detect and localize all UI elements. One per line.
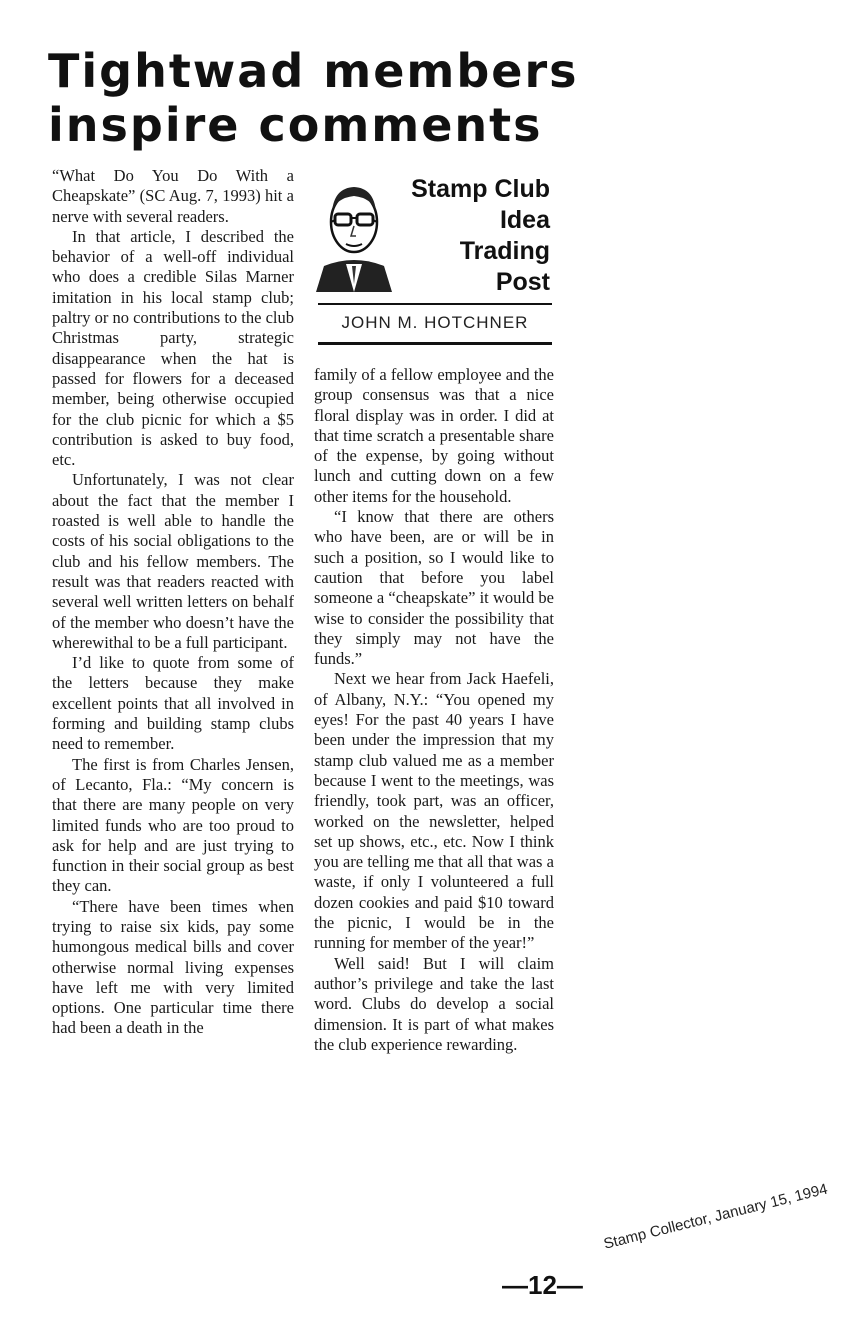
paragraph: family of a fellow employee and the group consensus was that a nice floral display was in order. I did at that time scratch a presentable share of the expense, by going without lunch and cutting down on a few other items for the household. — [314, 365, 554, 506]
paragraph: “There have been times when trying to raise six kids, pay some humongous medical bills and cover otherwise normal living expenses have left me with very limited options. One particular time there had been a death in the — [52, 896, 294, 1038]
column-title-line: Post — [495, 268, 550, 296]
column-title-line: Trading — [459, 237, 550, 265]
column-title-line: Stamp Club — [411, 175, 550, 203]
paragraph: Well said! But I will claim author’s privilege and take the last word. Clubs do develop a social dimension. It is part of what makes the club experience rewarding. — [314, 953, 554, 1054]
paragraph: “What Do You Do With a Cheapskate” (SC Aug. 7, 1993) hit a nerve with several readers. — [52, 166, 294, 226]
divider — [318, 303, 552, 305]
paragraph: I’d like to quote from some of the letters because they make excellent points that all involved in forming and building stamp clubs need to remember. — [52, 653, 294, 754]
right-text-column — [314, 365, 554, 1055]
article-headline — [48, 44, 608, 152]
byline: JOHN M. HOTCHNER — [341, 313, 529, 332]
headline-line-1: Tightwad members — [48, 44, 579, 98]
divider — [318, 342, 552, 345]
column-header-box — [314, 168, 552, 348]
page-number: —12— — [502, 1270, 583, 1300]
paragraph: Unfortunately, I was not clear about the fact that the member I roasted is well able to handle the costs of his social obligations to the club and his fellow members. The result was that readers reacted with several well written letters on behalf of the member who doesn’t have the wherewithal to be a full participant. — [52, 470, 294, 652]
column-title — [380, 174, 550, 298]
paragraph: Next we hear from Jack Haefeli, of Albany, N.Y.: “You opened my eyes! For the past 40 years I have been under the impression that my stamp club valued me as a member because I went to the meetings, was friendly, took part, was an officer, worked on the newsletter, helped set up shows, etc., etc. Now I think you are telling me that all that was a waste, if only I volunteered a full dozen cookies and paid $10 toward the picnic, I would be in the running for member of the year!” — [314, 669, 554, 953]
paragraph: The first is from Charles Jensen, of Lecanto, Fla.: “My concern is that there are many people on very limited funds who are too proud to ask for help and are just trying to function in their social group as best they can. — [52, 754, 294, 896]
headline-line-2: inspire comments — [48, 98, 543, 152]
paragraph: In that article, I described the behavior of a well-off individual who does a credible Silas Marner imitation in his local stamp club; paltry or no contributions to the club Christmas party, strategic disappearance when the hat is passed for flowers for a deceased member, being otherwise occupied for the club picnic for which a $5 contribution is asked to buy food, etc. — [52, 226, 294, 470]
column-title-line: Idea — [499, 206, 550, 234]
paragraph: “I know that there are others who have been, are or will be in such a position, so I would like to caution that before you label someone a “cheapskate” it would be wise to consider the possibility that they simply may not have the funds.” — [314, 507, 554, 669]
left-text-column — [52, 166, 294, 1039]
source-citation: Stamp Collector, January 15, 1994 — [601, 1180, 830, 1253]
